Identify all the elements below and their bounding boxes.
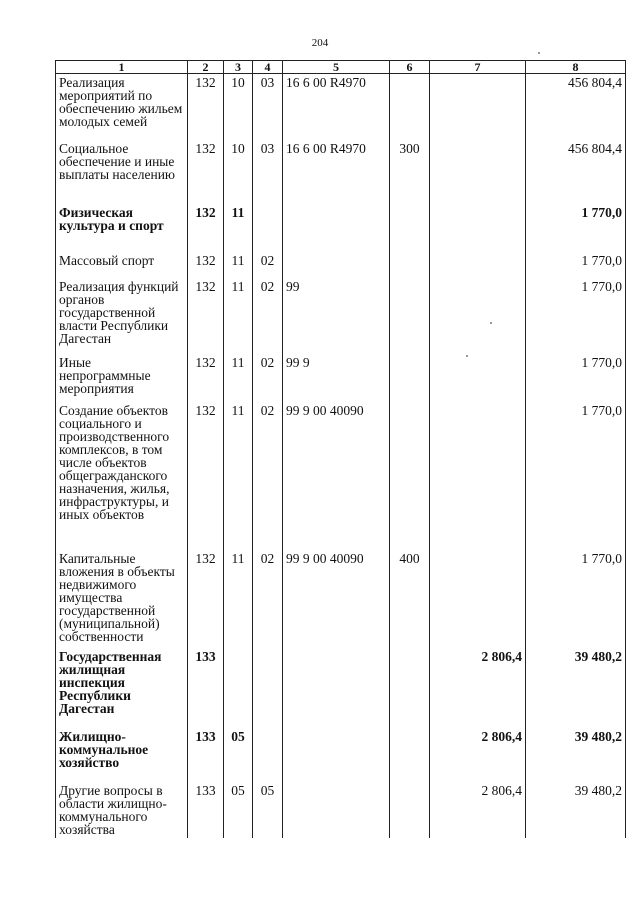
row-target-article: 99 9 00 40090 bbox=[283, 402, 390, 550]
row-expense-type bbox=[390, 648, 430, 728]
row-expense-type bbox=[390, 278, 430, 354]
row-name: Иные непрограммные мероприятия bbox=[56, 354, 188, 402]
row-section: 11 bbox=[224, 550, 253, 648]
col-header-7: 7 bbox=[430, 61, 526, 74]
row-subsection: 03 bbox=[253, 140, 283, 204]
row-amount-8: 39 480,2 bbox=[526, 728, 626, 782]
row-code: 132 bbox=[188, 278, 224, 354]
row-name: Государственная жилищная инспекция Республики Дагестан bbox=[56, 648, 188, 728]
table-row bbox=[56, 782, 626, 838]
row-amount-7 bbox=[430, 140, 526, 204]
row-target-article bbox=[283, 728, 390, 782]
row-name: Капитальные вложения в объекты недвижимого имущества государственной (муниципальной) собственности bbox=[56, 550, 188, 648]
table-row bbox=[56, 140, 626, 204]
row-subsection: 05 bbox=[253, 782, 283, 838]
row-amount-8: 1 770,0 bbox=[526, 278, 626, 354]
table-row bbox=[56, 74, 626, 140]
table-row bbox=[56, 648, 626, 728]
row-target-article: 99 9 bbox=[283, 354, 390, 402]
row-name: Другие вопросы в области жилищно-коммунального хозяйства bbox=[56, 782, 188, 838]
row-amount-7 bbox=[430, 402, 526, 550]
page-number: 204 bbox=[311, 37, 329, 49]
row-target-article: 16 6 00 R4970 bbox=[283, 74, 390, 140]
row-section: 10 bbox=[224, 74, 253, 140]
row-section: 11 bbox=[224, 354, 253, 402]
scan-speck bbox=[466, 355, 468, 357]
row-amount-8: 1 770,0 bbox=[526, 550, 626, 648]
row-section bbox=[224, 648, 253, 728]
row-expense-type bbox=[390, 252, 430, 278]
col-header-5: 5 bbox=[283, 61, 390, 74]
row-amount-7 bbox=[430, 278, 526, 354]
table-row bbox=[56, 354, 626, 402]
row-code: 132 bbox=[188, 204, 224, 252]
row-amount-7 bbox=[430, 204, 526, 252]
row-code: 133 bbox=[188, 782, 224, 838]
row-target-article: 99 bbox=[283, 278, 390, 354]
row-name: Физическая культура и спорт bbox=[56, 204, 188, 252]
row-amount-7: 2 806,4 bbox=[430, 648, 526, 728]
row-amount-7: 2 806,4 bbox=[430, 782, 526, 838]
row-amount-7 bbox=[430, 74, 526, 140]
row-section: 11 bbox=[224, 204, 253, 252]
row-section: 11 bbox=[224, 402, 253, 550]
row-expense-type bbox=[390, 782, 430, 838]
col-header-8: 8 bbox=[526, 61, 626, 74]
row-subsection: 03 bbox=[253, 74, 283, 140]
row-target-article: 16 6 00 R4970 bbox=[283, 140, 390, 204]
col-header-2: 2 bbox=[188, 61, 224, 74]
row-subsection: 02 bbox=[253, 252, 283, 278]
table-row bbox=[56, 278, 626, 354]
row-code: 132 bbox=[188, 354, 224, 402]
row-amount-8: 456 804,4 bbox=[526, 74, 626, 140]
scan-speck bbox=[490, 322, 492, 324]
row-expense-type bbox=[390, 354, 430, 402]
row-subsection: 02 bbox=[253, 402, 283, 550]
table-row bbox=[56, 204, 626, 252]
row-expense-type bbox=[390, 74, 430, 140]
row-name: Реализация функций органов государственной власти Республики Дагестан bbox=[56, 278, 188, 354]
table-header-row bbox=[56, 61, 626, 74]
row-subsection bbox=[253, 728, 283, 782]
col-header-3: 3 bbox=[224, 61, 253, 74]
row-section: 11 bbox=[224, 252, 253, 278]
col-header-4: 4 bbox=[253, 61, 283, 74]
table-row bbox=[56, 402, 626, 550]
row-amount-7 bbox=[430, 252, 526, 278]
row-section: 05 bbox=[224, 782, 253, 838]
row-amount-8: 1 770,0 bbox=[526, 402, 626, 550]
col-header-1: 1 bbox=[56, 61, 188, 74]
row-amount-7 bbox=[430, 354, 526, 402]
col-header-6: 6 bbox=[390, 61, 430, 74]
row-name: Социальное обеспечение и иные выплаты населению bbox=[56, 140, 188, 204]
row-amount-8: 39 480,2 bbox=[526, 648, 626, 728]
budget-table bbox=[55, 60, 626, 838]
row-target-article bbox=[283, 252, 390, 278]
row-amount-8: 1 770,0 bbox=[526, 354, 626, 402]
row-code: 133 bbox=[188, 648, 224, 728]
row-amount-8: 1 770,0 bbox=[526, 204, 626, 252]
row-subsection bbox=[253, 204, 283, 252]
row-section: 10 bbox=[224, 140, 253, 204]
row-code: 132 bbox=[188, 140, 224, 204]
row-section: 05 bbox=[224, 728, 253, 782]
row-subsection: 02 bbox=[253, 278, 283, 354]
row-amount-7 bbox=[430, 550, 526, 648]
table-row bbox=[56, 728, 626, 782]
table-row bbox=[56, 550, 626, 648]
row-target-article: 99 9 00 40090 bbox=[283, 550, 390, 648]
row-code: 132 bbox=[188, 550, 224, 648]
row-expense-type: 300 bbox=[390, 140, 430, 204]
row-target-article bbox=[283, 648, 390, 728]
row-name: Создание объектов социального и производственного комплексов, в том числе объектов общегражданского назначения, жилья, инфраструктуры, и иных объектов bbox=[56, 402, 188, 550]
scan-speck bbox=[538, 52, 540, 54]
table-row bbox=[56, 252, 626, 278]
row-target-article bbox=[283, 782, 390, 838]
row-expense-type bbox=[390, 728, 430, 782]
row-amount-8: 456 804,4 bbox=[526, 140, 626, 204]
row-section: 11 bbox=[224, 278, 253, 354]
row-amount-8: 39 480,2 bbox=[526, 782, 626, 838]
row-code: 132 bbox=[188, 402, 224, 550]
row-amount-8: 1 770,0 bbox=[526, 252, 626, 278]
row-expense-type bbox=[390, 402, 430, 550]
row-subsection: 02 bbox=[253, 354, 283, 402]
row-code: 132 bbox=[188, 74, 224, 140]
row-subsection: 02 bbox=[253, 550, 283, 648]
row-amount-7: 2 806,4 bbox=[430, 728, 526, 782]
row-expense-type bbox=[390, 204, 430, 252]
row-subsection bbox=[253, 648, 283, 728]
row-target-article bbox=[283, 204, 390, 252]
row-name: Реализация мероприятий по обеспечению жильем молодых семей bbox=[56, 74, 188, 140]
row-code: 132 bbox=[188, 252, 224, 278]
row-name: Жилищно-коммунальное хозяйство bbox=[56, 728, 188, 782]
row-expense-type: 400 bbox=[390, 550, 430, 648]
row-code: 133 bbox=[188, 728, 224, 782]
row-name: Массовый спорт bbox=[56, 252, 188, 278]
